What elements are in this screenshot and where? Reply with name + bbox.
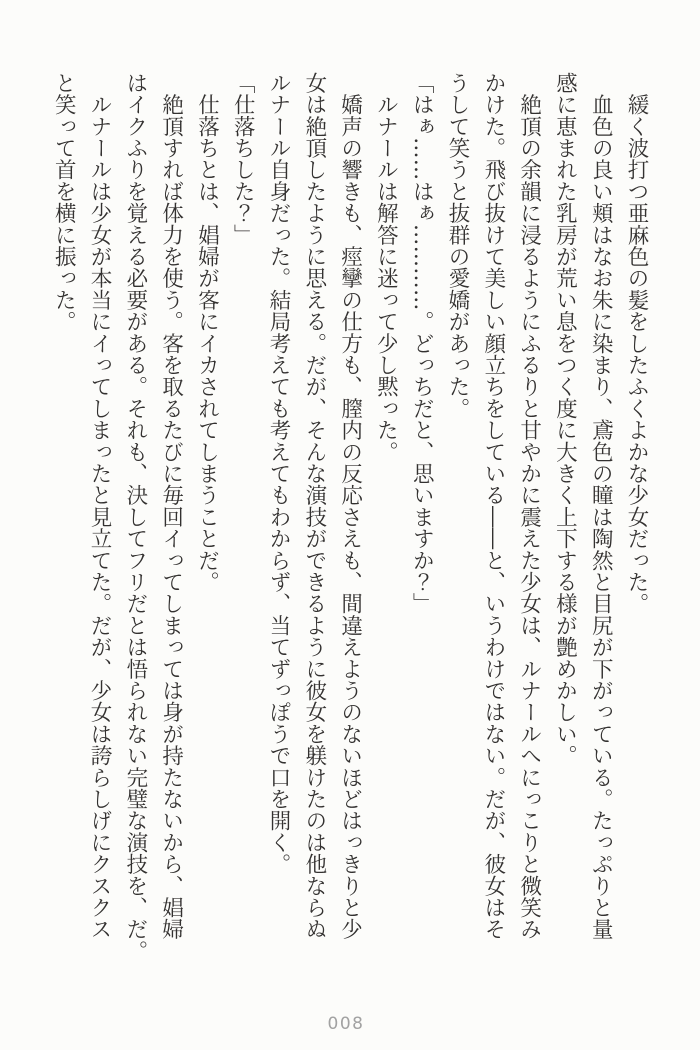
text-line: 仕落ちとは、娼婦が客にイカされてしまうことだ。 — [194, 72, 220, 593]
text-line: はイクふりを覚える必要がある。それも、決してフリだとは悟られない完璧な演技を、だ。 — [122, 72, 148, 962]
page-number: 008 — [327, 1014, 365, 1034]
text-line: 感に恵まれた乳房が荒い息をつく度に大きく上下する様が艶めかしい。 — [552, 72, 578, 767]
text-line: 嬌声の響きも、痙攣の仕方も、膣内の反応さえも、間違えようのないほどはっきりと少 — [337, 72, 363, 940]
text-line: ルナールは少女が本当にイってしまったと見立てた。だが、少女は誇らしげにクスクス — [87, 72, 113, 940]
text-line: ルナール自身だった。結局考えても考えてもわからず、当てずっぽうで口を開く。 — [266, 72, 292, 875]
text-line-dialogue: 「仕落ちした？」 — [230, 72, 256, 246]
text-line: と笑って首を横に振った。 — [51, 72, 77, 333]
text-line: かけた。飛び抜けて美しい顔立ちをしている――と、いうわけではない。だが、彼女はそ — [480, 72, 506, 940]
text-line: 絶頂すれば体力を使う。客を取るたびに毎回イってしまっては身が持たないから、娼婦 — [158, 72, 184, 940]
body-text — [45, 72, 654, 990]
text-line-dialogue: 「はぁ……はぁ…………。どっちだと、思いますか？」 — [409, 72, 435, 615]
text-line: 女は絶頂したように思える。だが、そんな演技ができるように彼女を躾けたのは他ならぬ — [301, 72, 327, 940]
text-line: 緩く波打つ亜麻色の髪をしたふくよかな少女だった。 — [624, 72, 649, 615]
text-line: 血色の良い頬はなお朱に染まり、鳶色の瞳は陶然と目尻が下がっている。たっぷりと量 — [588, 72, 614, 940]
text-line: 絶頂の余韻に浸るようにふるりと甘やかに震えた少女は、ルナールへにっこりと微笑み — [516, 72, 542, 940]
text-line: ルナールは解答に迷って少し黙った。 — [373, 72, 399, 463]
text-line: うして笑うと抜群の愛嬌があった。 — [445, 72, 471, 420]
